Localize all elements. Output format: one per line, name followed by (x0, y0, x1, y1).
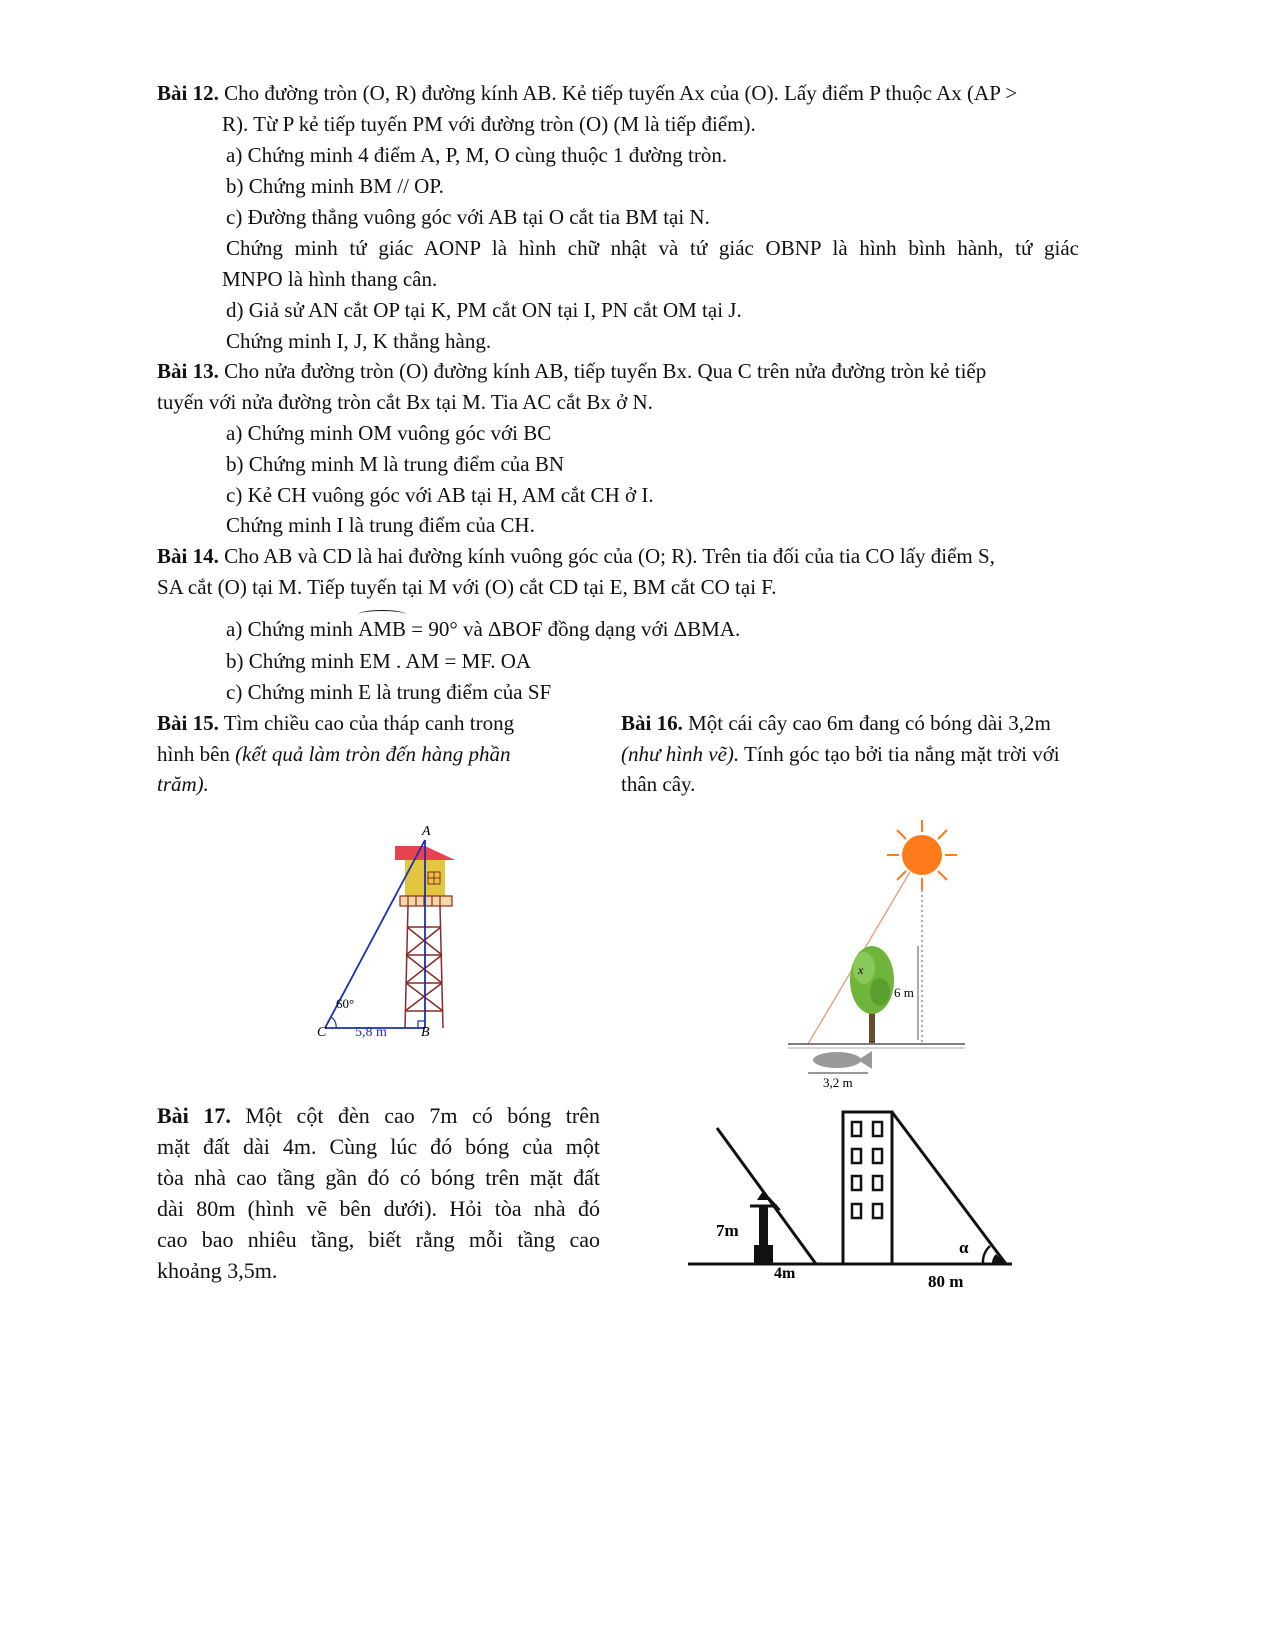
bai16-label: Bài 16. (621, 711, 683, 735)
bai12-part-a: a) Chứng minh 4 điểm A, P, M, O cùng thuộc 1 đường tròn. (226, 143, 728, 167)
arc-amb: AMB (358, 614, 406, 644)
bai13-stem1: Cho nửa đường tròn (O) đường kính AB, tiếp tuyến Bx. Qua C trên nửa đường tròn kẻ tiếp (218, 359, 987, 383)
bai17-line4: dài 80m (hình vẽ bên dưới). Hỏi tòa nhà đó (157, 1196, 600, 1221)
bai13-stem-line1 (157, 356, 986, 386)
bai13-stem2: tuyến với nửa đường tròn cắt Bx tại M. Tia AC cắt Bx ở N. (157, 390, 653, 414)
bai17-line2: mặt đất dài 4m. Cùng lúc đó bóng của một (157, 1134, 600, 1159)
bai17-line3: tòa nhà cao tầng gần đó có bóng trên mặt đất (157, 1165, 600, 1190)
bai17-line5: cao bao nhiêu tầng, biết rằng mỗi tầng cao (157, 1227, 600, 1252)
label-c: C (317, 1025, 327, 1040)
bai16-l2a: (như hình vẽ). (621, 742, 740, 766)
label-80m: 80 m (928, 1272, 964, 1291)
bai12-part-d-prove: Chứng minh I, J, K thẳng hàng. (226, 329, 492, 353)
building-figure (680, 1100, 1020, 1300)
bai12-stem-line1 (157, 78, 1017, 108)
bai14-part-a-rest: và ΔBOF đồng dạng với ΔBMA. (457, 617, 741, 641)
bai15-line3: trăm). (157, 772, 209, 796)
bai16-line3: thân cây. (621, 772, 696, 796)
bai14-part-a (226, 614, 740, 644)
bai12-stem1: Cho đường tròn (O, R) đường kính AB. Kẻ tiếp tuyến Ax của (O). Lấy điểm P thuộc Ax (AP > (218, 81, 1018, 105)
label-x: x (858, 963, 864, 977)
tree-sun-figure (780, 820, 970, 1095)
label-4m: 4m (774, 1265, 796, 1282)
building-shadow-ray (892, 1112, 1006, 1264)
bai17-l1: Một cột đèn cao 7m có bóng trên (230, 1103, 600, 1128)
bai12-stem2: R). Từ P kẻ tiếp tuyến PM với đường tròn (O) (M là tiếp điểm). (222, 112, 756, 136)
bai13-label: Bài 13. (157, 359, 219, 383)
bai13-part-b: b) Chứng minh M là trung điểm của BN (226, 452, 565, 476)
bai15-line1 (157, 708, 514, 738)
tower-frame (405, 906, 443, 1028)
tower-figure (300, 815, 480, 1050)
bai14-part-c: c) Chứng minh E là trung điểm của SF (226, 680, 552, 704)
bai16-l2b: Tính góc tạo bởi tia nắng mặt trời với (739, 742, 1060, 766)
bai12-part-c: c) Đường thẳng vuông góc với AB tại O cắt tia BM tại N. (226, 205, 710, 229)
label-3-2m: 3,2 m (823, 1075, 853, 1090)
bai14-part-b: b) Chứng minh EM . AM = MF. OA (226, 649, 532, 673)
bai15-line2 (157, 739, 510, 769)
sun-icon (887, 820, 957, 890)
bai16-line2 (621, 739, 1060, 769)
bai16-line1 (621, 708, 1051, 738)
bai12-part-d: d) Giả sử AN cắt OP tại K, PM cắt ON tại I, PN cắt OM tại J. (226, 298, 742, 322)
bai13-part-a: a) Chứng minh OM vuông góc với BC (226, 421, 552, 445)
bai15-l2b: (kết quả làm tròn đến hàng phần (235, 742, 511, 766)
angle-equals: = 90° (405, 617, 458, 641)
label-7m: 7m (716, 1221, 739, 1240)
tower-balcony (400, 896, 452, 906)
bai15-label: Bài 15. (157, 711, 219, 735)
bai14-label: Bài 14. (157, 544, 219, 568)
bai15-l1: Tìm chiều cao của tháp canh trong (218, 711, 515, 735)
bai17-label: Bài 17. (157, 1103, 231, 1128)
bai17-line1 (157, 1100, 600, 1131)
bai14-stem2: SA cắt (O) tại M. Tiếp tuyến tại M với (O) cắt CD tại E, BM cắt CO tại F. (157, 575, 777, 599)
bai16-l1: Một cái cây cao 6m đang có bóng dài 3,2m (682, 711, 1051, 735)
label-base: 5,8 m (355, 1025, 387, 1040)
bai13-part-c: c) Kẻ CH vuông góc với AB tại H, AM cắt CH ở I. (226, 483, 654, 507)
bai12-part-c-prove-cont: MNPO là hình thang cân. (222, 267, 438, 291)
bai14-part-a-text: a) Chứng minh (226, 617, 359, 641)
bai14-stem1: Cho AB và CD là hai đường kính vuông góc của (O; R). Trên tia đối của tia CO lấy điểm S, (218, 544, 995, 568)
bai13-part-c-prove: Chứng minh I là trung điểm của CH. (226, 513, 535, 537)
building-icon (843, 1112, 892, 1264)
shadow-shape (813, 1051, 872, 1069)
bai14-stem-line1 (157, 541, 995, 571)
tree-icon (850, 946, 894, 1043)
bai15-l2a: hình bên (157, 742, 236, 766)
label-6m: 6 m (894, 985, 914, 1000)
label-angle-60: 60° (336, 996, 355, 1011)
label-b: B (421, 1025, 430, 1040)
bai12-part-b: b) Chứng minh BM // OP. (226, 174, 444, 198)
label-alpha: α (959, 1238, 969, 1257)
bai12-label: Bài 12. (157, 81, 219, 105)
lamp-post-icon (750, 1191, 780, 1264)
bai17-line6: khoảng 3,5m. (157, 1258, 278, 1283)
label-a: A (422, 824, 431, 839)
bai12-part-c-prove: Chứng minh tứ giác AONP là hình chữ nhật và tứ giác OBNP là hình bình hành, tứ giác (226, 236, 1079, 260)
